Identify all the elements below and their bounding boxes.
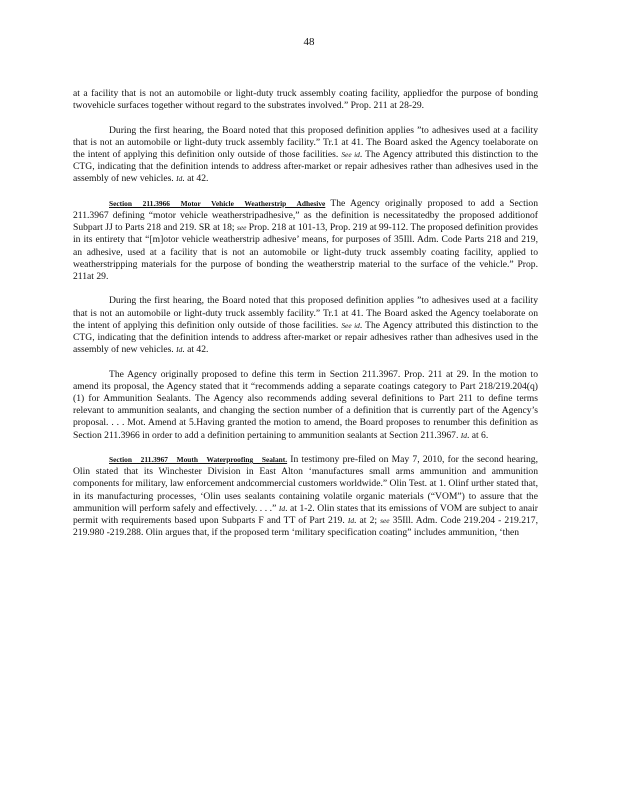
citation-signal: Id [176, 345, 183, 355]
paragraph-text: at a facility that is not an automobile or light-duty truck assembly coating facility, appliedfor the purpose of bonding twovehicle surfaces together without regard to the substrates involved.” Prop. 211 at 28-29. [73, 88, 538, 112]
citation-signal: Id [278, 503, 286, 513]
paragraph-text: 35Ill. Adm. Code 219.204 - 219.217, 219.980 -219.288. Olin argues that, if the proposed term ‘military specification coating” includes ammunition, ‘then [73, 515, 538, 539]
paragraph-text: During the first hearing, the Board noted that this proposed definition applies ”to adhesives used at a facility that is not an automobile or light-duty truck assembly facility.” Tr.1 at 41. The Board asked the Agency toelaborate on the intent of applying this definition only outside of those facilities. [73, 124, 538, 160]
paragraph-p3 [73, 198, 538, 283]
paragraph-p2 [73, 125, 538, 186]
paragraph-text: . at 2; [354, 515, 381, 527]
paragraph-text: . The Agency attributed this distinction to the CTG, indicating that the definition intends to address after-market or repair adhesives rather than adhesives used in the assembly of new vehicles. [73, 149, 538, 185]
paragraph-p6 [73, 454, 538, 539]
paragraph-p1 [73, 88, 538, 112]
paragraph-text: . at 6. [466, 429, 489, 441]
document-body [73, 88, 538, 552]
citation-signal: see [380, 516, 390, 526]
paragraph-text: . at 42. [182, 344, 209, 356]
paragraph-text: During the first hearing, the Board noted that this proposed definition applies ”to adhesives used at a facility that is not an automobile or light-duty truck assembly facility.” Tr.1 at 41. The Board asked the Agency toelaborate on the intent of applying this definition only outside of those facilities. [73, 295, 538, 331]
citation-signal: Id [347, 516, 355, 526]
citation-signal: Id [460, 430, 467, 440]
paragraph-p5 [73, 369, 538, 442]
paragraph-p4 [73, 295, 538, 356]
paragraph-text: . at 42. [182, 173, 209, 185]
paragraph-text: . The Agency attributed this distinction to the CTG, indicating that the definition intends to address after-market or repair adhesives rather than adhesives used in the assembly of new vehicles. [73, 319, 538, 356]
section-heading: Section 211.3967 Mouth Waterproofing Sealant. [109, 455, 288, 465]
citation-signal: See id [341, 150, 360, 159]
paragraph-text: The Agency originally proposed to define this term in Section 211.3967. Prop. 211 at 29. In the motion to amend its proposal, the Agency stated that it “recommends adding a separate coatings category to Part 218/219.204(q)(1) for Ammunition Sealants. The Agency also recommends adding several definitions to Part 211 to define terms relevant to ammunition sealants, and changing the section number of a definition that is currently part of the Agency’s proposal. . . . Mot. Amend at 5.Having granted the motion to amend, the Board proposes to renumber this definition as Section 211.3966 in order to add a definition pertaining to ammunition sealants at Section 211.3967. [73, 368, 538, 441]
paragraph-text: . at 1-2. Olin states that its emissions of VOM are subject to anair permit with requirements based upon Subparts F and TT of Part 219. [73, 502, 538, 527]
paragraph-text: In testimony pre-filed on May 7, 2010, for the second hearing, Olin stated that its Winchester Division in East Alton ‘manufactures small arms ammunition and ammunition components for military, law enforcement andcommercial customers worldwide.” Olin Test. at 1. Olinf urther stated that, in its manufacturing processes, ‘Olin uses sealants containing volatile organic materials (“VOM”) to assure that the ammunition will perform safely and effectively. . . .” [73, 454, 538, 514]
citation-signal: see [236, 223, 247, 233]
paragraph-text: Prop. 218 at 101-13, Prop. 219 at 99-112. The proposed definition provides in its entirety that “[m]otor vehicle weatherstrip adhesive’ means, for purposes of 35Ill. Adm. Code Parts 218 and 219, an adhesive, used at a facility that is not an automobile or light-duty truck assembly coating facility, applied to weatherstripping materials for the purpose of bonding the weatherstrip material to the surface of the vehicle.” Prop. 211at 29. [73, 222, 538, 283]
citation-signal: See id [341, 320, 360, 330]
citation-signal: Id [176, 174, 183, 184]
section-heading: Section 211.3966 Motor Vehicle Weatherstrip Adhesive [109, 198, 326, 208]
page-number: 48 [303, 36, 315, 48]
paragraph-text: The Agency originally proposed to add a Section 211.3967 defining “motor vehicle weatherstripadhesive,” as the definition is necessitatedby the proposed additionof Subpart JJ to Parts 218 and 219. SR at 18; [73, 197, 538, 234]
